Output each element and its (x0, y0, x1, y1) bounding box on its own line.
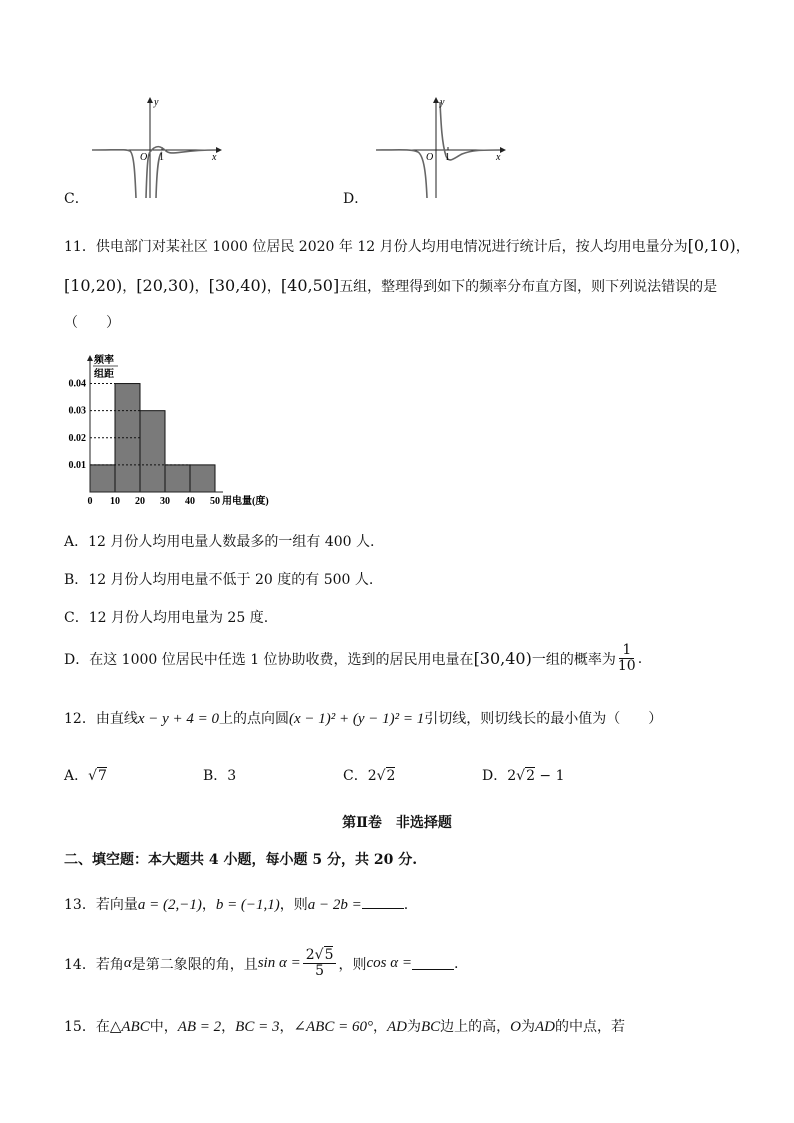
q12-option-d-label: D．2 (482, 768, 517, 784)
q14-cos: cos α = (366, 955, 412, 972)
histogram-x-tick-label: 30 (160, 496, 170, 507)
graph-c-curve-left (92, 150, 136, 198)
q12-text-3: 引切线，则切线长的最小值为（ ） (424, 711, 663, 727)
histogram-bar (165, 465, 190, 492)
q12-option-d-sqrt: √2 (516, 768, 535, 784)
q11-text-2: 五组，整理得到如下的频率分布直方图，则下列说法错误的是 (339, 279, 718, 295)
q11-option-d-num: 1 (619, 643, 634, 659)
histogram-x-tick-label: 10 (110, 496, 120, 507)
q11-option-a: A．12 月份人均用电量人数最多的一组有 400 人. (64, 534, 375, 550)
q12-text-2: 上的点向圆 (219, 711, 290, 727)
histogram-x-tick-label: 40 (185, 496, 195, 507)
q11-option-d-prefix: D．在这 1000 位居民中任选 1 位协助收费，选到的居民用电量在 (64, 651, 474, 668)
q15-c2: ， (279, 1019, 294, 1035)
q11-option-d (64, 643, 642, 675)
histogram-x-tick-label: 50 (210, 496, 220, 507)
histogram-x-tick-label: 0 (87, 496, 93, 507)
q12-option-a-radicand: 7 (98, 768, 107, 784)
q15-c1: ， (221, 1019, 236, 1035)
graph-c-label: C． (64, 191, 89, 207)
q13-vector-b: b = (−1,1) (215, 897, 280, 913)
q11-interval-5: [40,50] (280, 276, 340, 295)
q15-ab: AB = 2 (177, 1019, 222, 1035)
q11-line2 (64, 276, 717, 296)
graph-c-origin: O (140, 152, 148, 163)
q12-text-1: 由直线 (95, 711, 138, 727)
q12-option-d-tail: − 1 (534, 768, 565, 784)
histogram-ylabel-bottom: 组距 (94, 369, 114, 380)
graph-c-y-label: y (154, 97, 159, 108)
q13-sep: ， (201, 897, 216, 913)
histogram-y-tick-label: 0.03 (68, 405, 86, 417)
q14-numerator: 2√5 (303, 948, 337, 964)
q14-stem (64, 948, 458, 980)
q14-num-coef: 2 (305, 947, 315, 963)
q12-option-d-radicand: 2 (526, 768, 535, 784)
histogram-y-tick-label: 0.04 (68, 378, 86, 390)
q12-option-d (482, 765, 565, 785)
q15-bc-2: BC (420, 1019, 441, 1035)
q11-option-c: C．12 月份人均用电量为 25 度. (64, 610, 269, 626)
q14-number: 14． (64, 956, 96, 973)
q11-sep-3: ， (266, 279, 281, 295)
q11-interval-4: [30,40) (208, 276, 267, 295)
histogram-y-tick-label: 0.02 (68, 432, 86, 444)
graph-d-label: D． (343, 191, 369, 207)
q14-answer-blank[interactable] (412, 957, 454, 970)
q15-o: O (510, 1019, 521, 1035)
q11-comma-1: ， (735, 239, 750, 255)
q12-circle-eq: (x − 1)² + (y − 1)² = 1 (289, 711, 425, 727)
q15-text-4: 边上的高， (440, 1019, 511, 1035)
q13-expression: a − 2b = (307, 897, 362, 913)
q15-ad: AD (386, 1019, 407, 1035)
histogram-y-tick-label: 0.01 (68, 459, 86, 471)
graph-d-x-label: x (496, 152, 501, 163)
graph-d-x-arrow (500, 147, 506, 153)
q11-option-d-interval: [30,40) (473, 649, 532, 669)
q12-line-eq: x − y + 4 = 0 (137, 711, 220, 727)
q14-denominator: 5 (315, 963, 325, 980)
section-title: 第Ⅱ卷 非选择题 (342, 815, 452, 831)
q13-stem (64, 894, 408, 914)
q11-paren: （ ） (64, 315, 120, 331)
graph-d-origin: O (426, 152, 434, 163)
q12-option-b: B．3 (203, 768, 237, 784)
q11-sep-2: ， (194, 279, 209, 295)
q15-angle: ∠ABC = 60° (293, 1019, 373, 1035)
graph-d-y-label: y (440, 97, 445, 108)
q12-option-c-label: C．2 (343, 768, 377, 784)
q15-stem (64, 1016, 625, 1036)
graph-d-y-arrow (433, 97, 439, 103)
q14-text-3: ，则 (338, 956, 367, 973)
q15-number: 15． (64, 1019, 96, 1035)
q15-text-1: 在 (95, 1019, 110, 1035)
graph-c-x-label: x (212, 152, 217, 163)
q14-end: . (453, 955, 459, 972)
q15-text-2: 中， (149, 1019, 178, 1035)
q11-interval-2: [10,20) (64, 276, 123, 295)
q11-number: 11． (64, 239, 96, 255)
graph-d-curve-left (376, 150, 427, 198)
q14-text-1: 若角 (95, 956, 124, 973)
q13-text-2: ，则 (279, 897, 308, 913)
q11-option-d-end: . (637, 650, 643, 667)
q15-text-3: 为 (406, 1019, 421, 1035)
histogram-bar (140, 411, 165, 492)
q12-option-c-sqrt: √2 (376, 768, 396, 784)
histogram-x-tick-label: 20 (135, 496, 145, 507)
q12-stem (64, 708, 662, 728)
q15-text-5: 为 (521, 1019, 535, 1035)
graph-d (372, 94, 507, 202)
q11-text-1: 供电部门对某社区 1000 位居民 2020 年 12 月份人均用电情况进行统计后，按人均用电量分为 (95, 239, 688, 255)
graph-c-x-arrow (216, 147, 222, 153)
q14-num-radicand: 5 (324, 947, 334, 963)
graph-d-tick-one: 1 (445, 152, 450, 163)
q15-text-6: 的中点，若 (555, 1019, 625, 1035)
q11-line1 (64, 236, 750, 256)
q11-interval-1: [0,10) (687, 236, 736, 255)
q12-option-c (343, 765, 395, 785)
q14-alpha: α (123, 955, 132, 972)
q12-option-c-radicand: 2 (386, 768, 396, 784)
graph-c-y-arrow (147, 97, 153, 103)
q12-option-a (64, 765, 107, 785)
histogram-ylabel-top: 频率 (94, 355, 114, 366)
histogram-chart (60, 352, 285, 512)
q11-option-b: B．12 月份人均用电量不低于 20 度的有 500 人. (64, 572, 374, 588)
q12-option-a-sqrt: √7 (88, 768, 107, 784)
q15-c3: ， (372, 1019, 387, 1035)
q11-option-d-mid: 一组的概率为 (531, 651, 616, 668)
q11-option-d-fraction (618, 643, 636, 675)
graph-c-tick-one: 1 (159, 152, 164, 163)
q15-triangle: △ABC (109, 1019, 150, 1035)
graph-c (88, 94, 223, 202)
q14-fraction (303, 948, 337, 980)
q13-answer-blank[interactable] (362, 896, 404, 909)
histogram-bar (190, 465, 215, 492)
q14-text-2: 是第二象限的角，且 (131, 956, 258, 973)
q12-number: 12． (64, 711, 96, 727)
q13-text-1: 若向量 (95, 897, 138, 913)
q11-interval-3: [20,30) (136, 276, 195, 295)
q11-sep-1: ， (122, 279, 137, 295)
q15-ad-2: AD (535, 1019, 555, 1035)
q13-number: 13． (64, 897, 96, 913)
q14-sin: sin α = (257, 955, 301, 972)
q12-option-a-label: A． (64, 768, 89, 784)
q13-end: . (403, 897, 409, 913)
fill-in-heading: 二、填空题：本大题共 4 小题，每小题 5 分，共 20 分. (64, 852, 418, 868)
histogram-xlabel: 用电量(度) (222, 496, 269, 507)
q15-bc: BC = 3 (235, 1019, 280, 1035)
q11-option-d-den: 10 (617, 658, 636, 675)
histogram-y-arrow (87, 355, 93, 361)
histogram-bar (90, 465, 115, 492)
q13-vector-a: a = (2,−1) (137, 897, 202, 913)
